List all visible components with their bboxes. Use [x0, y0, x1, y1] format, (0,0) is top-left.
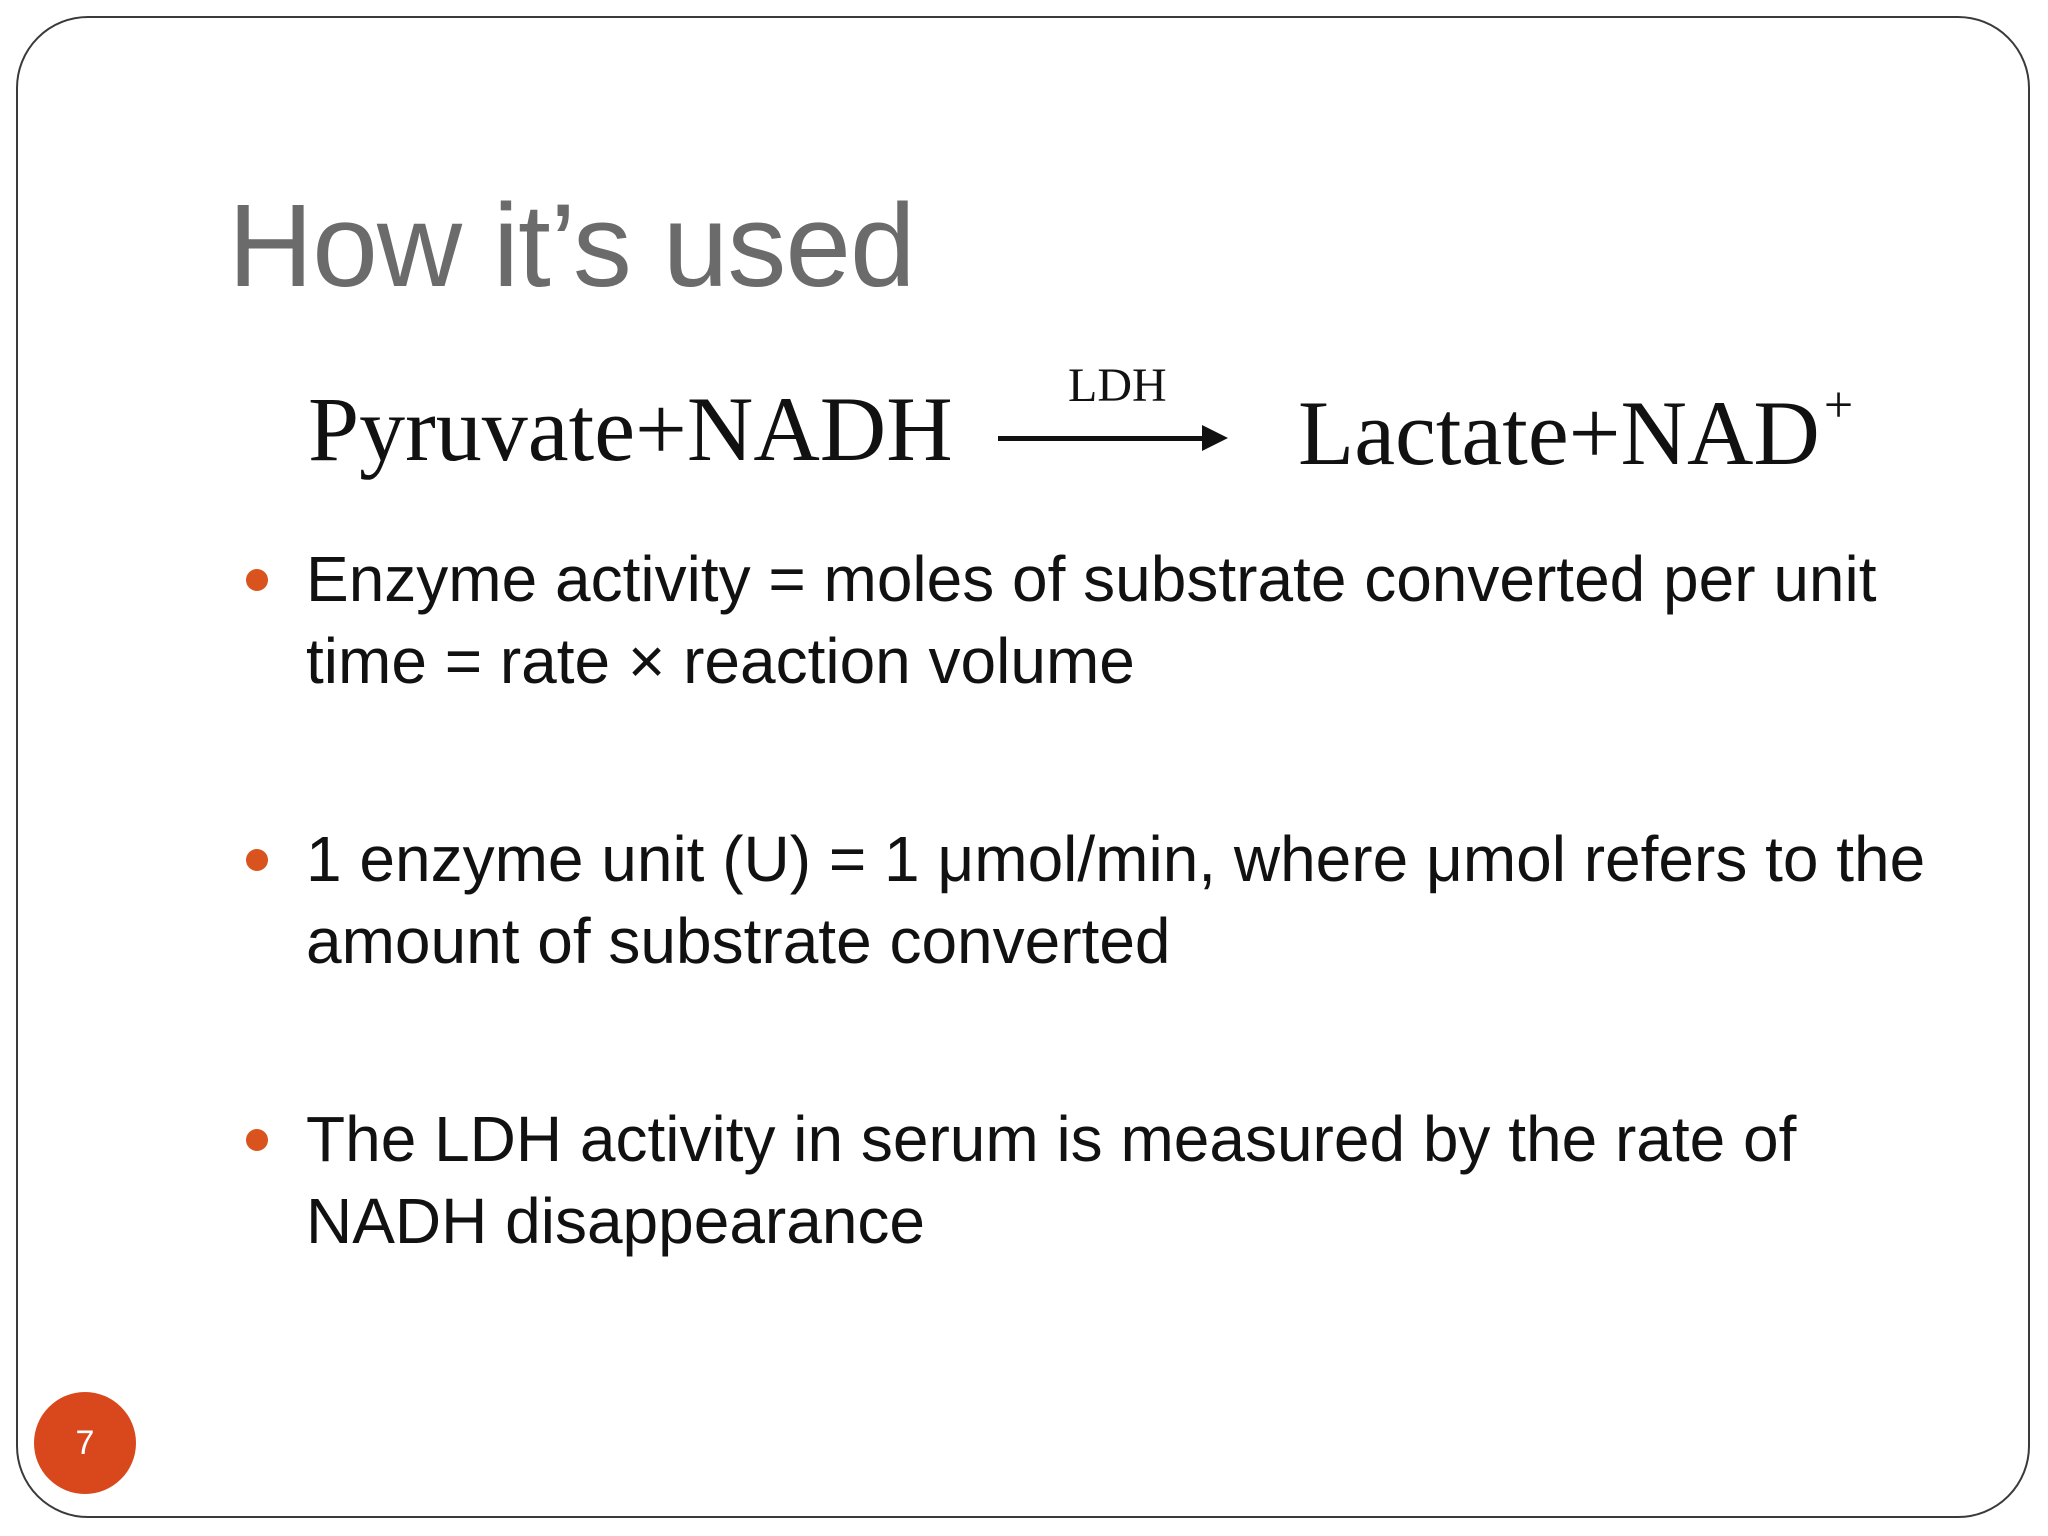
bullet-dot-icon — [246, 1129, 268, 1151]
bullet-dot-icon — [246, 569, 268, 591]
bullet-text: The LDH activity in serum is measured by the rate of NADH disappearance — [306, 1103, 1797, 1257]
arrow-head-icon — [1202, 425, 1228, 451]
equation-products — [1298, 376, 1853, 486]
slide-title: How it’s used — [228, 180, 915, 312]
bullet-text: 1 enzyme unit (U) = 1 μmol/min, where μmol refers to the amount of substrate converted — [306, 823, 1926, 977]
equation-products-text: Lactate+NAD — [1298, 382, 1820, 484]
reaction-arrow — [968, 358, 1248, 488]
bullet-dot-icon — [246, 849, 268, 871]
equation-superscript: + — [1823, 377, 1854, 434]
bullet-text: Enzyme activity = moles of substrate converted per unit time = rate × reaction volume — [306, 543, 1877, 697]
list-item — [228, 538, 1948, 702]
equation-reactants: Pyruvate+NADH — [308, 378, 953, 480]
slide — [16, 16, 2030, 1518]
bullet-list — [228, 538, 1948, 1378]
list-item — [228, 1098, 1948, 1262]
page-number-badge: 7 — [34, 1392, 136, 1494]
list-item — [228, 818, 1948, 982]
reaction-equation — [308, 358, 1868, 488]
arrow-right-icon — [998, 436, 1208, 441]
enzyme-label: LDH — [1068, 359, 1167, 412]
